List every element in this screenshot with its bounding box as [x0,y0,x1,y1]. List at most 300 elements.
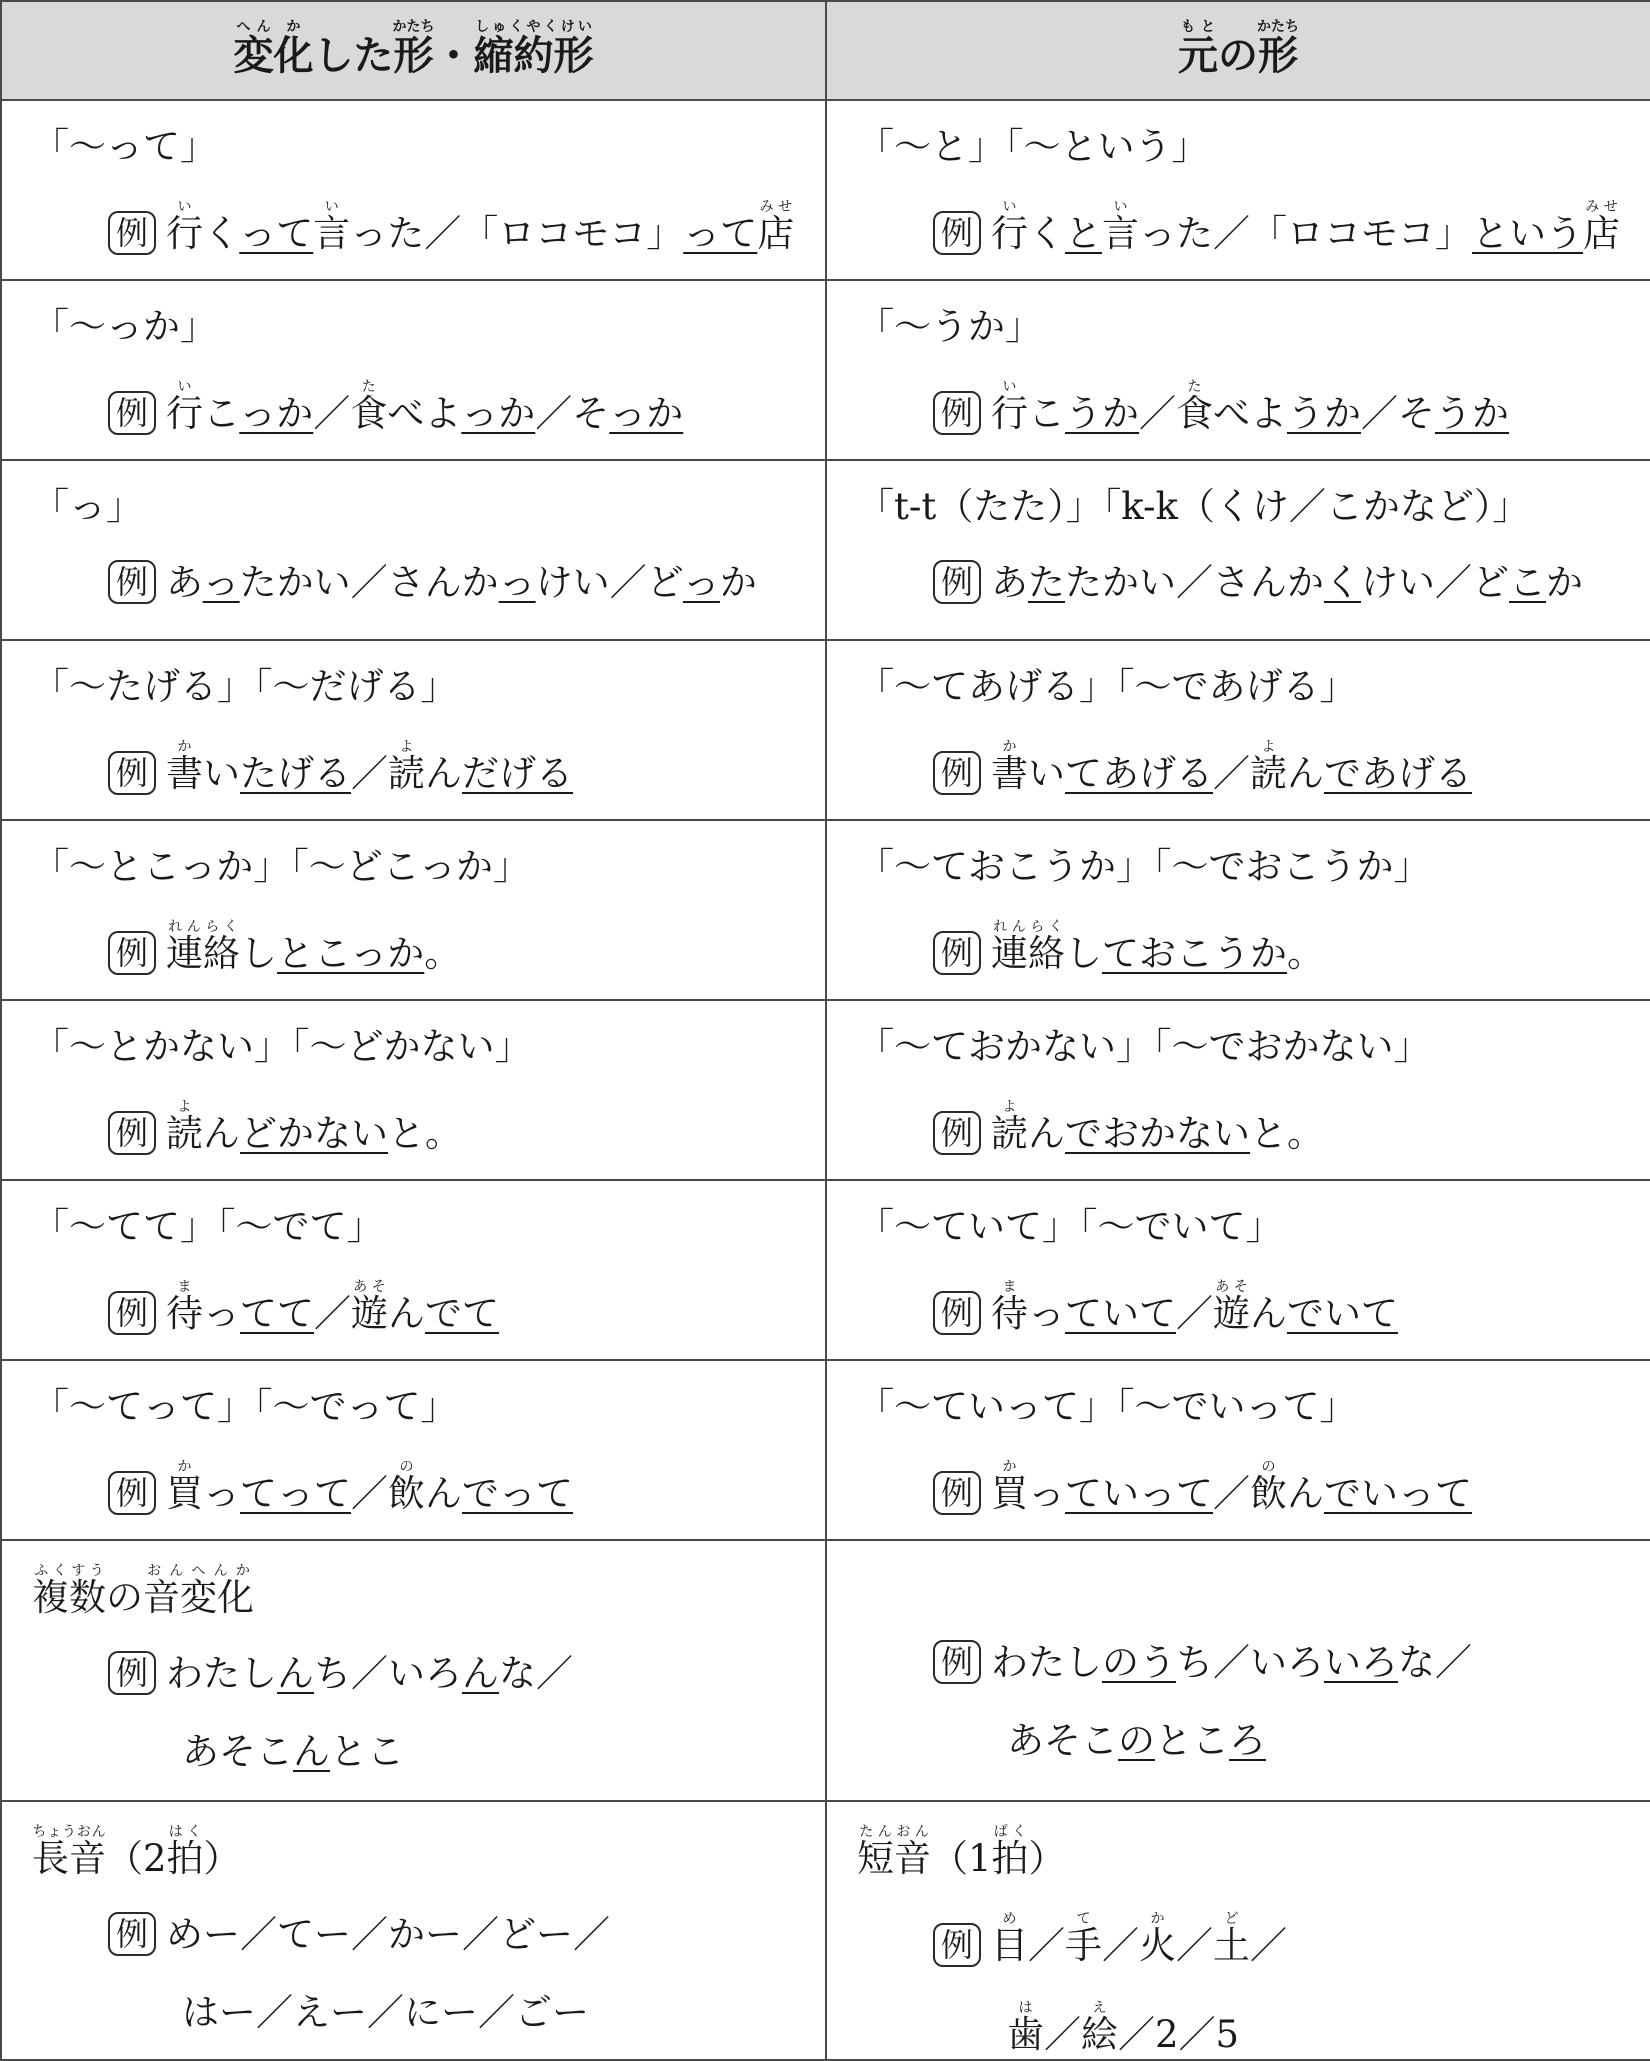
text-segment: の [106,1576,143,1619]
changed-form-cell [1,460,826,640]
table-row [1,280,1650,460]
example-line [108,1279,825,1338]
ruby-base: 連絡 [991,932,1066,975]
ruby-word [1250,739,1288,795]
ruby-word [473,19,594,79]
form-label [857,1563,1650,1611]
ruby-base: 形 [392,33,435,79]
text-segment: し [240,932,278,975]
ruby-word [351,1279,389,1335]
furigana: おんへんか [143,1563,254,1579]
text-segment: 「～てあげる」「～であげる」 [857,665,1357,708]
table-row [1,1000,1650,1180]
text-segment: ん [1287,752,1325,795]
furigana: か [991,739,1029,755]
ruby-word [1250,1459,1288,1515]
underlined-segment: だげる [462,752,574,795]
example-line [933,559,1650,607]
ruby-word [757,199,795,255]
text-segment: 「～たげる」「～だげる」 [32,665,458,708]
text-segment: ／2／5 [1118,2013,1240,2056]
original-form-cell [826,100,1650,280]
furigana: しゅくやくけい [473,19,594,35]
ruby-word [313,199,351,255]
ruby-word [857,1824,931,1880]
changed-form-cell [1,280,826,460]
ruby-base: 読 [388,752,426,795]
underlined-segment: ろ [1229,1719,1266,1762]
form-label [32,483,825,531]
underlined-segment: ていて [1065,1292,1177,1335]
text-segment: 「～とかない」「～どかない」 [32,1025,532,1068]
furigana: もと [1178,19,1218,35]
ruby-base: 化 [273,33,314,79]
text-segment: ／ [1139,392,1177,435]
table-row [1,640,1650,820]
form-label [32,123,825,171]
table-row [1,100,1650,280]
example-line [182,1989,825,2037]
ruby-base: 長音 [32,1837,106,1880]
example-line [108,199,825,258]
text-segment: ん [425,752,463,795]
example-line [108,739,825,798]
ruby-word [991,1459,1029,1515]
ruby-word [166,919,241,975]
changed-form-cell [1,1540,826,1801]
text-segment: っ [1028,1292,1066,1335]
example-line [108,379,825,438]
text-segment: めー／てー／かー／どー／ [166,1913,611,1956]
furigana: かたち [392,19,435,35]
underlined-segment: であげる [1324,752,1473,795]
furigana: え [1081,2000,1118,2016]
text-segment: ／ [351,752,389,795]
text-segment: 「～うか」 [857,305,1042,348]
ruby-base: 短音 [857,1837,931,1880]
form-label [32,1824,825,1883]
underlined-segment: てあげる [1065,752,1214,795]
text-segment: 。 [424,932,462,975]
furigana: い [166,199,204,215]
text-segment: ん [1028,1112,1066,1155]
underlined-segment: っか [239,392,314,435]
example-badge: 例 [933,1291,981,1335]
example-badge: 例 [933,751,981,795]
changed-form-cell [1,640,826,820]
text-segment: ） [1028,1837,1066,1880]
ruby-word [273,19,314,79]
text-segment: わたし [166,1652,278,1695]
text-segment: あそこ [182,1730,293,1773]
text-segment: く [1028,212,1066,255]
form-label [32,843,825,891]
furigana: たんおん [857,1824,931,1840]
ruby-word [233,19,274,79]
furigana: ま [991,1279,1029,1295]
text-segment: っ [203,1472,241,1515]
form-label [857,1023,1650,1071]
underlined-segment: でおかない [1065,1112,1251,1155]
ruby-word [166,739,204,795]
text-segment: ／ [1176,1292,1214,1335]
ruby-word [991,1279,1029,1335]
underlined-segment: のう [1102,1641,1177,1684]
ruby-word [1081,2000,1118,2056]
text-segment: ／ [351,1472,389,1515]
furigana: の [1250,1459,1288,1475]
example-line [108,1650,825,1698]
ruby-word [166,199,204,255]
ruby-base: 行 [991,392,1029,435]
ruby-word [1213,1911,1251,1967]
furigana: て [1065,1911,1103,1927]
furigana: かたち [1257,19,1299,35]
underlined-segment: って [683,212,758,255]
ruby-word [1139,1911,1177,1967]
furigana: れんらく [166,919,241,935]
underlined-segment: いろ [1324,1641,1399,1684]
example-badge: 例 [933,391,981,435]
ruby-word [143,1563,254,1619]
text-segment: 。 [1287,932,1325,975]
text-segment: い [1028,752,1066,795]
underlined-segment: の [1118,1719,1155,1762]
ruby-base: 遊 [351,1292,389,1335]
text-segment: こ [203,392,240,435]
example-badge: 例 [933,211,981,255]
form-label [857,483,1650,531]
form-label [857,1824,1650,1883]
text-segment: な／ [499,1652,574,1695]
underlined-segment: と [1065,212,1103,255]
underlined-segment: てって [240,1472,352,1515]
header-changed-form [1,1,826,100]
text-segment: ／ [1102,1924,1140,1967]
ruby-word [166,1099,204,1155]
text-segment: 「～ていって」「～でいって」 [857,1385,1357,1428]
header-original-form [826,1,1650,100]
example-badge: 例 [108,560,156,604]
underlined-segment: でって [462,1472,574,1515]
example-line [933,1279,1650,1338]
ruby-word [1178,19,1218,79]
ruby-base: 行 [166,212,204,255]
text-segment: はー／えー／にー／ごー [182,1991,589,2034]
furigana: ど [1213,1911,1251,1927]
form-label [32,303,825,351]
form-label [32,663,825,711]
underlined-segment: こ [1509,561,1547,604]
ruby-base: 読 [1250,752,1288,795]
underlined-segment: っ [498,561,536,604]
ruby-word [991,1911,1029,1967]
text-segment: あ [166,561,203,604]
ruby-base: 食 [350,392,388,435]
text-segment: ／ [1044,2013,1081,2056]
text-segment: ん [1250,1292,1288,1335]
original-form-cell [826,460,1650,640]
text-segment: ／そ [535,392,610,435]
text-segment: たかい／さんか [1065,561,1325,604]
text-segment: か [719,561,757,604]
text-segment: と。 [1250,1112,1325,1155]
text-segment: とこ [330,1730,404,1773]
underlined-segment: って [239,212,314,255]
text-segment: （1 [931,1837,992,1880]
ruby-word [166,1279,204,1335]
furigana: か [1139,1911,1177,1927]
text-segment: 「～とこっか」「～どこっか」 [32,845,531,888]
furigana: よ [1250,739,1288,755]
underlined-segment: うか [1287,392,1362,435]
ruby-base: 食 [1176,392,1214,435]
ruby-word [1213,1279,1251,1335]
original-form-cell [826,820,1650,1000]
underlined-segment: でいて [1287,1292,1399,1335]
ruby-base: 読 [991,1112,1029,1155]
furigana: め [991,1911,1029,1927]
ruby-word [392,19,435,79]
underlined-segment: っ [682,561,720,604]
text-segment: ） [203,1837,241,1880]
ruby-word [166,1824,204,1880]
changed-form-cell [1,1801,826,2060]
text-segment: けい／ど [535,561,683,604]
ruby-base: 行 [991,212,1029,255]
furigana: た [1176,379,1214,395]
original-form-cell [826,640,1650,820]
ruby-base: 拍 [166,1837,204,1880]
table-row [1,1360,1650,1540]
text-segment: 「～てって」「～でって」 [32,1385,458,1428]
ruby-base: 待 [166,1292,204,1335]
furigana: へん [233,19,274,35]
ruby-base: 書 [166,752,204,795]
example-line [933,1099,1650,1158]
example-line [933,1911,1650,1970]
text-segment: べよ [1213,392,1288,435]
furigana: い [313,199,351,215]
ruby-word [1065,1911,1103,1967]
ruby-base: 縮約形 [473,33,594,79]
furigana: ふくすう [32,1563,106,1579]
example-badge: 例 [108,1111,156,1155]
ruby-base: 飲 [388,1472,426,1515]
ruby-base: 火 [1139,1924,1177,1967]
furigana: よ [166,1099,204,1115]
furigana: みせ [757,199,795,215]
furigana: い [991,199,1029,215]
ruby-base: 飲 [1250,1472,1288,1515]
text-segment: べよ [387,392,462,435]
example-line [933,1459,1650,1518]
example-line [108,919,825,978]
text-segment: し [1065,932,1103,975]
underlined-segment: ん [293,1730,330,1773]
furigana: か [991,1459,1029,1475]
example-line [933,919,1650,978]
text-segment: （2 [106,1837,167,1880]
original-form-cell [826,1540,1650,1801]
text-segment: ／ [313,392,351,435]
ruby-base: 変 [233,33,274,79]
furigana: い [991,379,1029,395]
text-segment: ・ [433,33,474,79]
example-badge: 例 [933,560,981,604]
text-segment: 「～と」「～という」 [857,125,1209,168]
table-row [1,460,1650,640]
text-segment: とこ [1155,1719,1229,1762]
text-segment: ／そ [1361,392,1436,435]
furigana: れんらく [991,919,1066,935]
ruby-base: 店 [1583,212,1621,255]
form-label [32,1203,825,1251]
ruby-base: 読 [166,1112,204,1155]
underlined-segment: っか [461,392,536,435]
example-badge: 例 [933,1111,981,1155]
example-badge: 例 [933,931,981,975]
furigana: みせ [1583,199,1621,215]
ruby-base: 手 [1065,1924,1103,1967]
example-badge: 例 [108,751,156,795]
text-segment: ／ [1028,1924,1066,1967]
text-segment: わたし [991,1641,1103,1684]
example-line [108,1459,825,1518]
furigana: い [1102,199,1140,215]
changed-form-cell [1,820,826,1000]
text-segment: ち／いろ [1176,1641,1325,1684]
text-segment: ん [203,1112,241,1155]
ruby-word [991,1099,1029,1155]
ruby-base: 複数 [32,1576,106,1619]
header-row [1,1,1650,100]
furigana: あそ [1213,1279,1251,1295]
form-label [32,1023,825,1071]
ruby-word [991,379,1029,435]
original-form-cell [826,1360,1650,1540]
text-segment: と。 [388,1112,463,1155]
text-segment: ／ [1250,1924,1288,1967]
ruby-word [1176,379,1214,435]
furigana: あそ [351,1279,389,1295]
ruby-word [32,1824,106,1880]
furigana: ま [166,1279,204,1295]
underlined-segment: という [1472,212,1584,255]
underlined-segment: うか [1435,392,1510,435]
ruby-base: 形 [1257,33,1299,79]
ruby-word [388,739,426,795]
form-label [857,123,1650,171]
furigana: はく [166,1824,204,1840]
text-segment: 「～っか」 [32,305,217,348]
underlined-segment: っ [202,561,240,604]
ruby-base: 音変化 [143,1576,254,1619]
ruby-base: 連絡 [166,932,241,975]
underlined-segment: た [1028,561,1066,604]
text-segment: 「t-t（たた）」「k-k（くけ／こかなど）」 [857,485,1530,528]
example-badge: 例 [933,1640,981,1684]
example-badge: 例 [108,391,156,435]
text-segment: く [203,212,240,255]
ruby-word [1007,2000,1044,2056]
text-segment: っ [1028,1472,1066,1515]
ruby-base: 行 [166,392,204,435]
text-segment: 「～って」 [32,125,217,168]
ruby-word [991,1824,1029,1880]
example-badge: 例 [108,1912,156,1956]
underlined-segment: どかない [240,1112,389,1155]
text-segment: ／ [1213,752,1251,795]
underlined-segment: でいって [1324,1472,1473,1515]
text-segment: たかい／さんか [239,561,499,604]
original-form-cell [826,1801,1650,2060]
text-segment: っ [203,1292,241,1335]
ruby-base: 買 [991,1472,1029,1515]
ruby-word [1102,199,1140,255]
example-line [182,1728,825,1776]
underlined-segment: ん [462,1652,500,1695]
example-badge: 例 [108,1291,156,1335]
text-segment: な／ [1398,1641,1473,1684]
form-label [857,663,1650,711]
original-form-cell [826,280,1650,460]
text-segment: した [313,33,394,79]
text-segment: ／ [314,1292,352,1335]
ruby-base: 遊 [1213,1292,1251,1335]
underlined-segment: ておこうか [1102,932,1288,975]
example-line [933,379,1650,438]
text-segment: か [1546,561,1584,604]
text-segment: ／ [1176,1924,1214,1967]
ruby-base: 土 [1213,1924,1251,1967]
form-label [32,1383,825,1431]
text-segment: の [1218,33,1258,79]
ruby-word [991,739,1029,795]
underlined-segment: ていって [1065,1472,1214,1515]
example-badge: 例 [108,211,156,255]
example-line [1007,2000,1650,2059]
text-segment: ん [1287,1472,1325,1515]
example-badge: 例 [108,931,156,975]
text-segment: った／「ロコモコ」 [1139,212,1473,255]
underlined-segment: く [1324,561,1362,604]
text-segment: ／ [1213,1472,1251,1515]
table-row [1,1180,1650,1360]
example-line [933,199,1650,258]
text-segment: った／「ロコモコ」 [350,212,684,255]
changed-form-cell [1,1360,826,1540]
changed-form-cell [1,100,826,280]
form-label [857,843,1650,891]
example-badge: 例 [108,1471,156,1515]
furigana: か [273,19,314,35]
furigana: ちょうおん [32,1824,106,1840]
form-label [857,303,1650,351]
furigana: た [350,379,388,395]
text-segment: 「～ておこうか」「～でおこうか」 [857,845,1431,888]
original-form-cell [826,1000,1650,1180]
underlined-segment: たげる [240,752,352,795]
ruby-base: 書 [991,752,1029,795]
ruby-word [166,1459,204,1515]
example-line [108,1099,825,1158]
furigana: ぱく [991,1824,1029,1840]
example-badge: 例 [933,1471,981,1515]
ruby-base: 言 [313,212,351,255]
text-segment: ん [388,1292,426,1335]
furigana: い [166,379,204,395]
